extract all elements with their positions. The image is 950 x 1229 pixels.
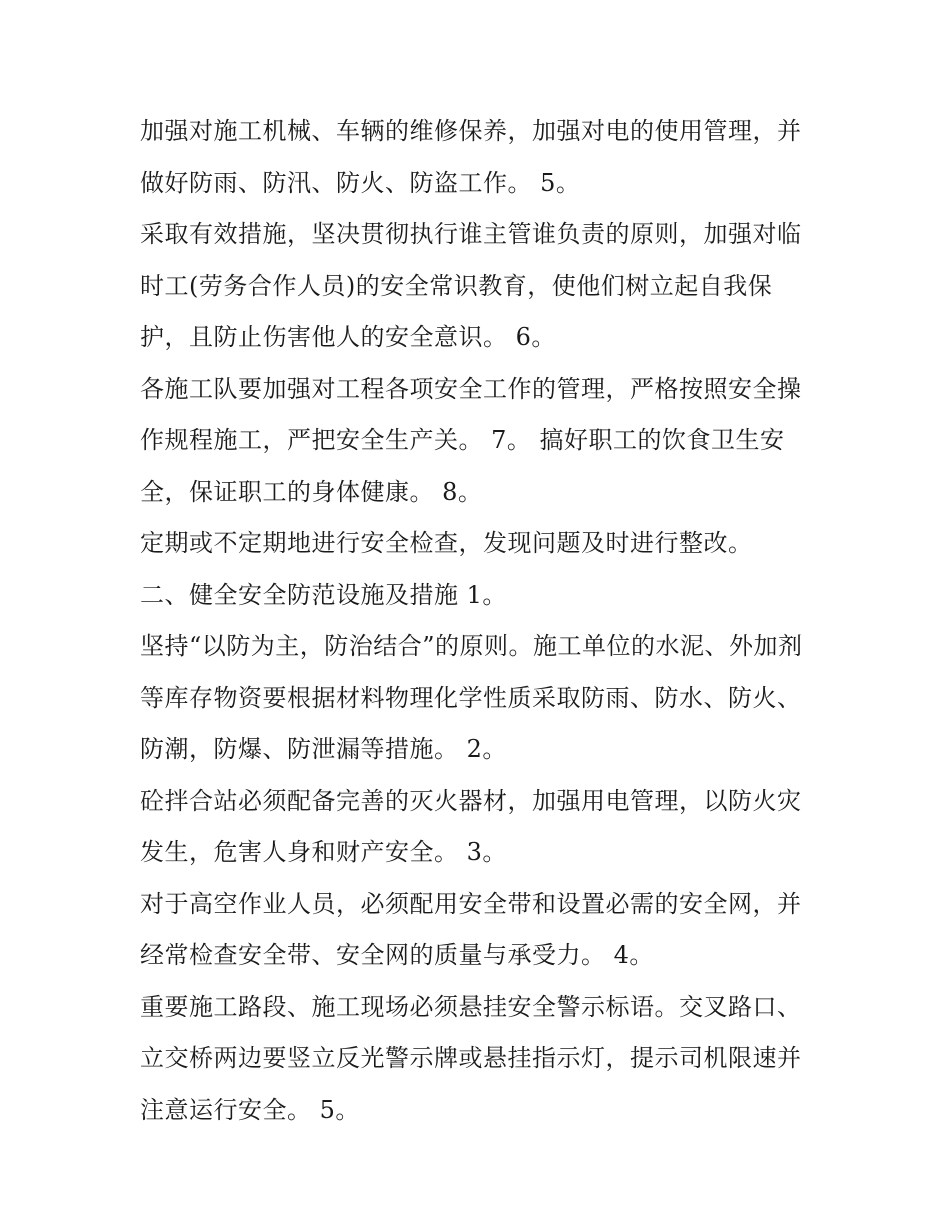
- text-line: 时工(劳务合作人员)的安全常识教育，使他们树立起自我保: [140, 271, 773, 300]
- text-line: 等库存物资要根据材料物理化学性质采取防雨、防水、防火、: [140, 683, 802, 712]
- text-line: 做好防雨、防汛、防火、防盗工作。 5。: [140, 168, 581, 197]
- text-line: 作规程施工，严把安全生产关。 7。 搞好职工的饮食卫生安: [140, 426, 785, 454]
- text-line: 全，保证职工的身体健康。 8。: [140, 477, 483, 506]
- text-line: 定期或不定期地进行安全检查，发现问题及时进行整改。: [140, 529, 753, 557]
- text-line: 各施工队要加强对工程各项安全工作的管理，严格按照安全操: [140, 374, 802, 403]
- text-line: 注意运行安全。 5。: [140, 1095, 360, 1124]
- text-line: 坚持“以防为主，防治结合”的原则。施工单位的水泥、外加剂: [140, 632, 803, 660]
- document-body: [140, 106, 830, 1136]
- text-line: 加强对施工机械、车辆的维修保养，加强对电的使用管理，并: [140, 117, 802, 145]
- text-line: 对于高空作业人员，必须配用安全带和设置必需的安全网，并: [140, 889, 802, 918]
- text-line: 采取有效措施，坚决贯彻执行谁主管谁负责的原则，加强对临: [140, 220, 802, 248]
- section-heading: 二、健全安全防范设施及措施 1。: [140, 580, 507, 609]
- text-line: 发生，危害人身和财产安全。 3。: [140, 838, 507, 866]
- text-line: 重要施工路段、施工现场必须悬挂安全警示标语。交叉路口、: [140, 992, 802, 1021]
- text-line: 防潮，防爆、防泄漏等措施。 2。: [140, 735, 507, 763]
- text-line: 经常检查安全带、安全网的质量与承受力。 4。: [140, 941, 654, 969]
- text-line: 立交桥两边要竖立反光警示牌或悬挂指示灯，提示司机限速并: [140, 1044, 802, 1072]
- text-line: 砼拌合站必须配备完善的灭火器材，加强用电管理，以防火灾: [140, 786, 802, 815]
- text-line: 护，且防止伤害他人的安全意识。 6。: [140, 323, 556, 351]
